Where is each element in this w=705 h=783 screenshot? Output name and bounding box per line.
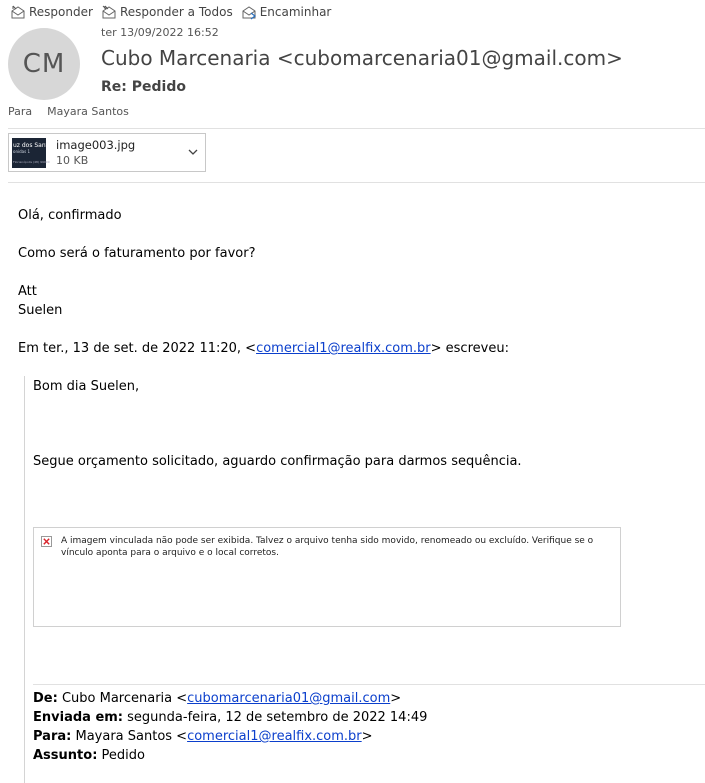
subject-value: Pedido	[101, 748, 145, 763]
reply-label: Responder	[29, 5, 93, 19]
original-sent	[33, 710, 427, 725]
forward-label: Encaminhar	[259, 5, 332, 19]
attachment-thumbnail	[12, 138, 52, 168]
quote-intro	[18, 341, 509, 356]
reply-greeting: Olá, confirmado	[18, 208, 122, 223]
to-label-original: Para:	[33, 729, 72, 744]
sender-avatar: CM	[8, 28, 80, 100]
quote-bar	[24, 376, 25, 783]
sender-name[interactable]: Cubo Marcenaria <cubomarcenaria01@gmail.com>	[101, 46, 623, 70]
broken-image-message: A imagem vinculada não pode ser exibida. Talvez o arquivo tenha sido movido, renomeado ou excluído. Verifique se o vínculo aponta para o arquivo e o local corretos.	[61, 536, 594, 558]
attachment-filename: image003.jpg	[56, 137, 136, 152]
quote-intro-prefix: Em ter., 13 de set. de 2022 11:20, <	[18, 341, 257, 356]
sent-value: segunda-feira, 12 de setembro de 2022 14:49	[127, 710, 428, 725]
broken-image-placeholder	[33, 527, 621, 627]
to-label: Para	[8, 105, 33, 118]
to-recipient[interactable]: Mayara Santos	[47, 105, 129, 118]
forward-icon	[241, 4, 257, 20]
quote-intro-suffix: > escreveu:	[430, 341, 509, 356]
reply-question: Como será o faturamento por favor?	[18, 246, 256, 261]
message-toolbar	[10, 4, 331, 20]
attachment-size: 10 KB	[56, 153, 89, 167]
from-name: Cubo Marcenaria <	[61, 691, 188, 706]
reply-all-button[interactable]	[101, 4, 233, 20]
chevron-down-icon[interactable]	[187, 146, 199, 158]
original-to	[33, 729, 373, 744]
header-divider	[8, 128, 705, 129]
attachment-meta	[56, 138, 135, 168]
reply-signature: Suelen	[18, 303, 63, 318]
thumb-text-3: Florianópolis (48) 99999	[13, 159, 50, 164]
quoted-body: Segue orçamento solicitado, aguardo confirmação para darmos sequência.	[33, 454, 522, 469]
to-email-link[interactable]: comercial1@realfix.com.br	[187, 729, 362, 744]
subject-label: Assunto:	[33, 748, 98, 763]
recipients-line	[8, 105, 129, 118]
forward-button[interactable]	[241, 4, 332, 20]
original-header-divider	[33, 684, 705, 685]
thumb-text-2: onidas 1	[13, 148, 30, 154]
original-subject	[33, 748, 145, 763]
from-close: >	[390, 691, 402, 706]
from-email-link[interactable]: cubomarcenaria01@gmail.com	[187, 691, 391, 706]
quote-intro-email-link[interactable]: comercial1@realfix.com.br	[256, 341, 431, 356]
reply-icon	[10, 4, 26, 20]
sent-date: ter 13/09/2022 16:52	[101, 26, 219, 39]
from-label: De:	[33, 691, 58, 706]
to-name: Mayara Santos <	[75, 729, 188, 744]
broken-image-icon	[41, 536, 52, 547]
reply-all-icon	[101, 4, 117, 20]
message-subject: Re: Pedido	[101, 79, 186, 95]
to-close: >	[361, 729, 373, 744]
original-from	[33, 691, 401, 706]
reply-all-label: Responder a Todos	[119, 5, 233, 19]
reply-button[interactable]	[10, 4, 93, 20]
quoted-greeting: Bom dia Suelen,	[33, 379, 140, 394]
attachment-divider	[8, 182, 705, 183]
attachment-card[interactable]	[8, 133, 206, 172]
thumb-text-1: uz dos Santo	[13, 141, 52, 149]
reply-signoff: Att	[18, 284, 37, 299]
sent-label: Enviada em:	[33, 710, 124, 725]
